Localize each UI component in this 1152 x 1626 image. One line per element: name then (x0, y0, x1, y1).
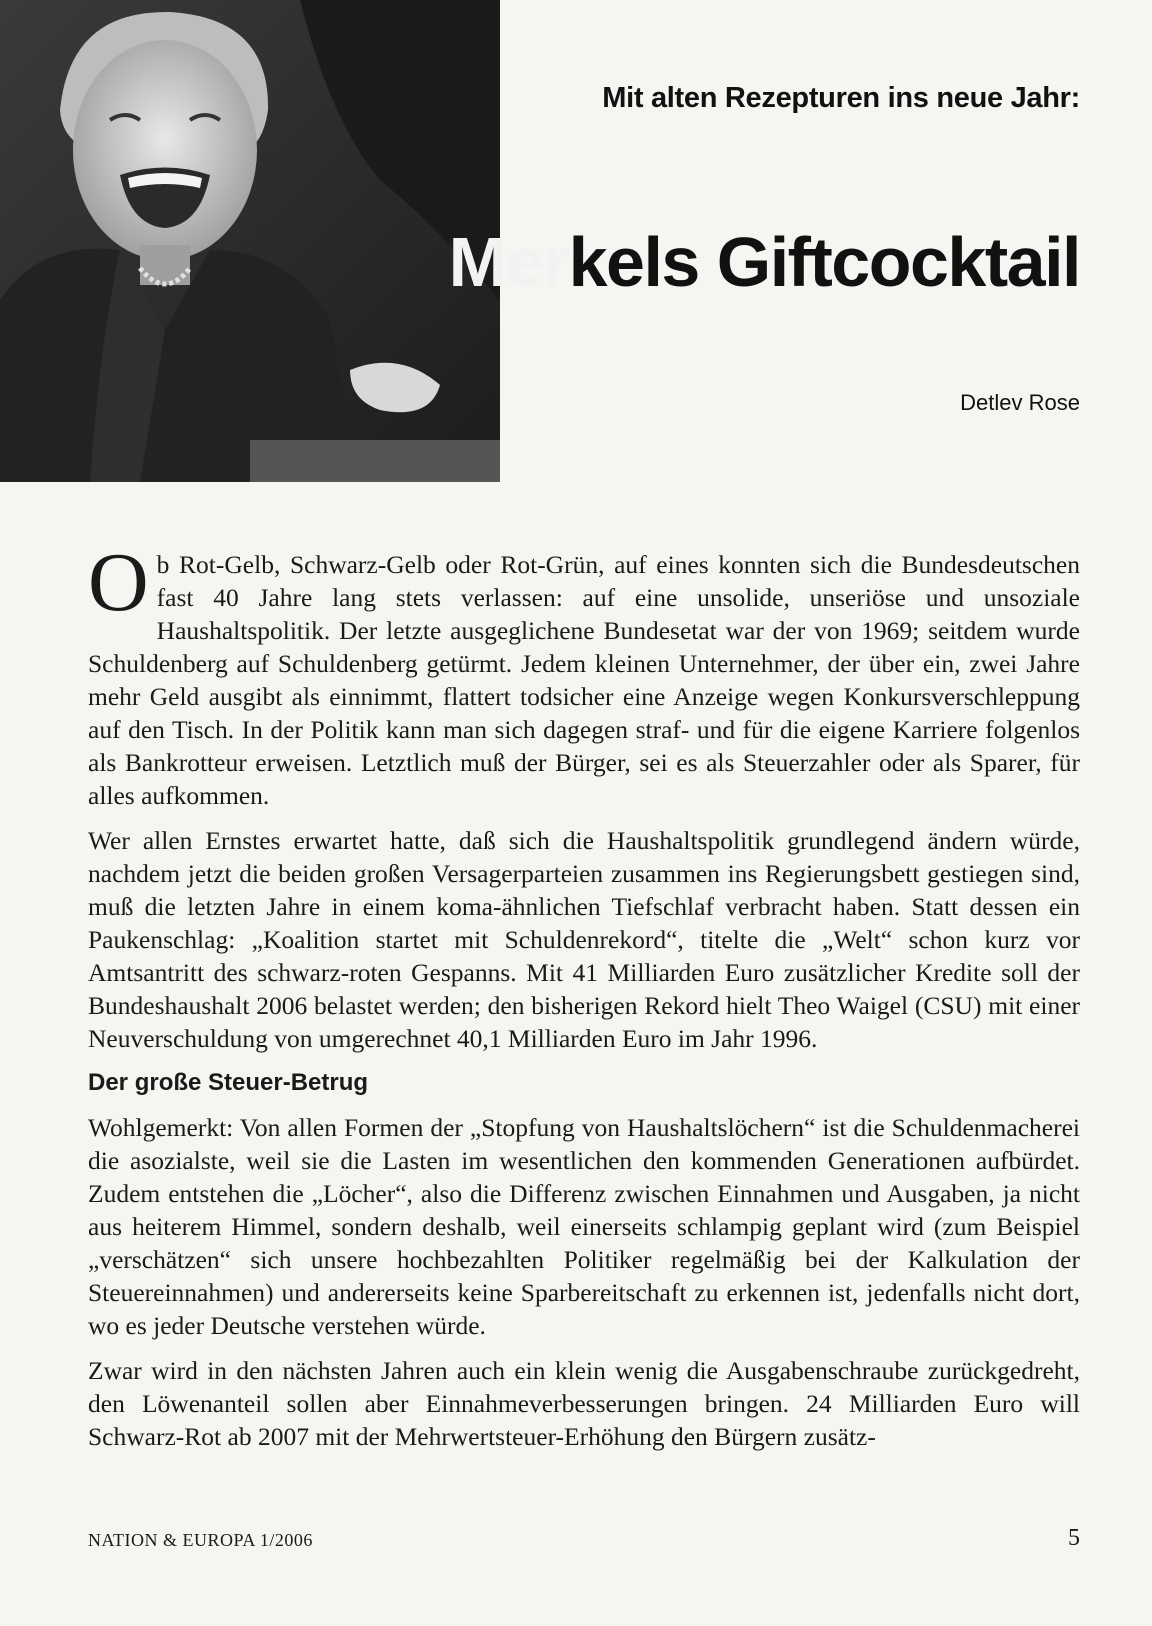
paragraph-3: Wohlgemerkt: Von allen Formen der „Stopfung von Haushaltslöchern“ ist die Schuldenmacherei die asozialste, weil sie die Lasten im wesentlichen den kommenden Generationen aufbürdet. Zudem entstehen die „Löcher“, also die Differenz zwischen Einnahmen und Ausgaben, ja nicht aus heiterem Himmel, sondern deshalb, weil einerseits schlampig geplant wird (zum Beispiel „verschätzen“ sich unsere hochbezahlten Politiker regelmäßig bei der Kalkulation der Steuereinnahmen) und andererseits keine Sparbereitschaft zu erkennen ist, jedenfalls nicht dort, wo es jeder Deutsche verstehen würde. (88, 1113, 1080, 1340)
publication-footer: NATION & EUROPA 1/2006 (88, 1530, 313, 1550)
paragraph-1 (88, 536, 1080, 812)
article-body (88, 536, 1080, 1465)
paragraph-1-text: b Rot-Gelb, Schwarz-Gelb oder Rot-Grün, auf eines konnten sich die Bundesdeutschen fast 40 Jahre lang stets verlassen: auf eine unsolide, unseriöse und unsoziale Haushaltspolitik. Der letzte ausgeglichene Bundesetat war der von 1969; seitdem wurde Schuldenberg auf Schuldenberg getürmt. Jedem kleinen Unternehmer, der über ein, zwei Jahre mehr Geld ausgibt als einnimmt, flattert todsicher eine Anzeige wegen Konkursverschleppung auf den Tisch. In der Politik kann man sich dagegen straf- und für die eigene Karriere folgenlos als Bankrotteur erweisen. Letztlich muß der Bürger, sei es als Steuerzahler oder als Sparer, für alles aufkommen. (88, 550, 1080, 810)
subheading: Der große Steuer-Betrug (88, 1069, 369, 1096)
paragraph-2: Wer allen Ernstes erwartet hatte, daß sich die Haushaltspolitik grundlegend ändern würde, nachdem jetzt die beiden großen Versagerparteien zusammen ins Regierungsbett gestiegen sind, muß die letzten Jahre in einem koma-ähnlichen Tiefschlaf verbracht haben. Statt dessen ein Paukenschlag: „Koalition startet mit Schuldenrekord“, titelte die „Welt“ schon kurz vor Amtsantritt des schwarz-roten Gespanns. Mit 41 Milliarden Euro zusätzlicher Kredite soll der Bundeshaushalt 2006 belastet werden; den bisherigen Rekord hielt Theo Waigel (CSU) mit einer Neuverschuldung von umgerechnet 40,1 Milliarden Euro im Jahr 1996. (88, 826, 1080, 1053)
page-number: 5 (1068, 1525, 1080, 1551)
kicker: Mit alten Rezepturen ins neue Jahr: (602, 82, 1080, 114)
headline-part2: kels Giftcocktail (568, 223, 1080, 301)
headline-part1: Mer (448, 223, 569, 301)
paragraph-4: Zwar wird in den nächsten Jahren auch ein klein wenig die Ausgabenschraube zurückgedreht, den Löwenanteil sollen aber Einnahmeverbesserungen bringen. 24 Milliarden Euro will Schwarz-Rot ab 2007 mit der Mehrwertsteuer-Erhöhung den Bürgern zusätz- (88, 1356, 1080, 1451)
author: Detlev Rose (960, 390, 1080, 415)
dropcap: O (88, 536, 149, 629)
headline (350, 222, 1080, 302)
